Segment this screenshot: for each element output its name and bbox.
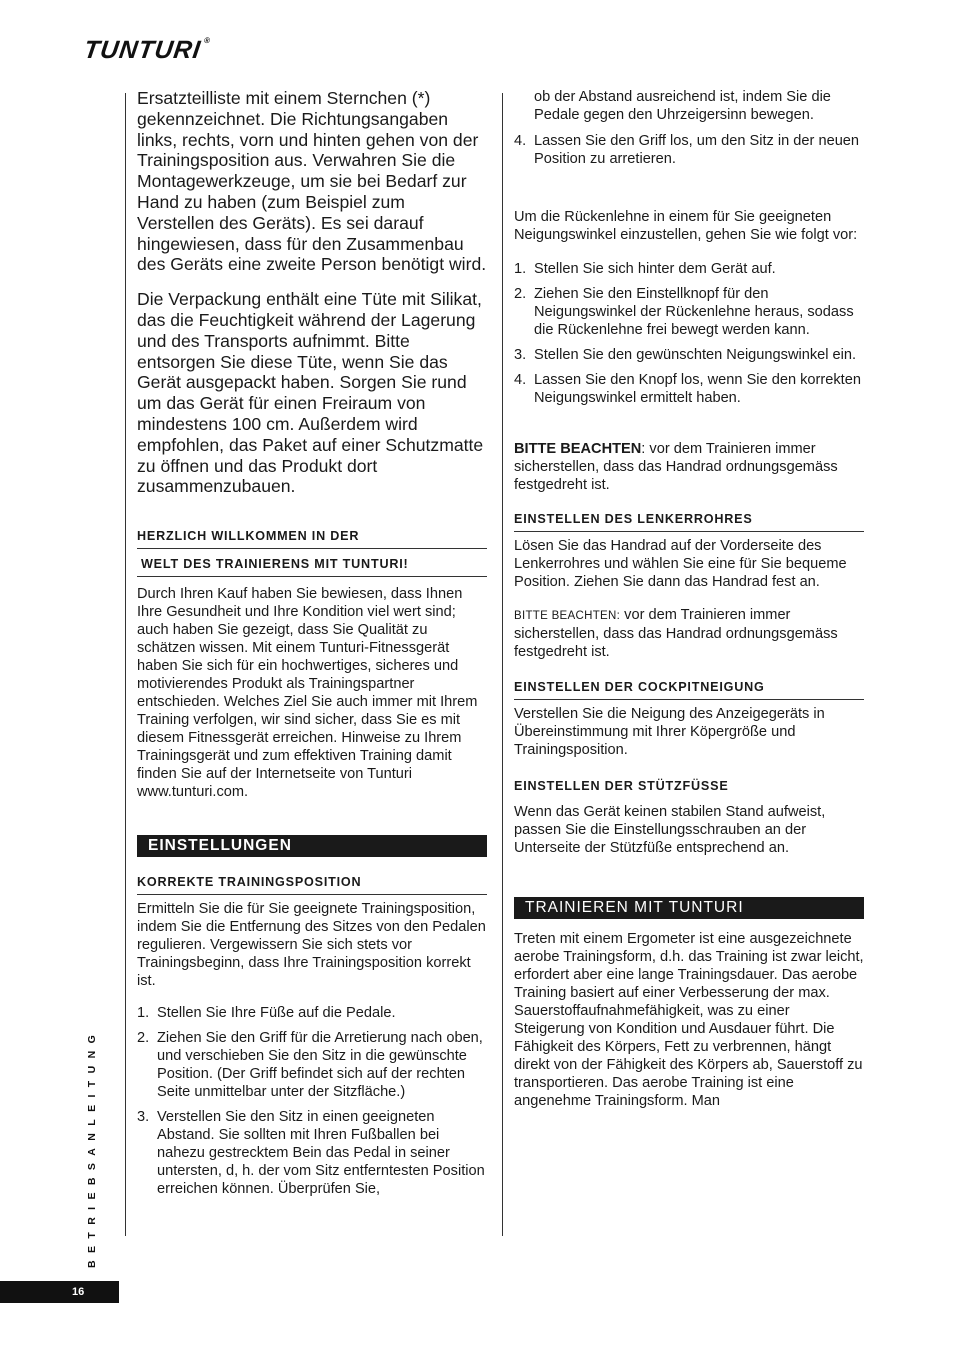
registered-mark: ® (203, 35, 212, 45)
training-section-band: TRAINIEREN MIT TUNTURI (514, 897, 864, 919)
intro-paragraph-1: Ersatzteilliste mit einem Sternchen (*) gekennzeichnet. Die Richtungsangaben links, rechts, vorn und hinten gehen von der Trainingsposition aus. Verwahren Sie die Montagewerkzeuge, um sie bei Bedarf zur Hand zu haben (zum Beispiel zum Verstellen des Geräts). Es sei darauf hingewiesen, dass für den Zusammenbau des Geräts eine zweite Person benötigt wird. (137, 88, 487, 275)
step-continuation-text: ob der Abstand ausreichend ist, indem Sie die Pedale gegen den Uhrzeigersinn bewegen. (534, 89, 831, 123)
step-number: 3. (514, 347, 527, 363)
list-item (514, 285, 864, 339)
cockpit-text: Verstellen Sie die Neigung des Anzeigegeräts in Übereinstimmung mit Ihrer Köpergröße und Trainingsposition. (514, 706, 825, 758)
step-text: Lassen Sie den Griff los, um den Sitz in der neuen Position zu arretieren. (534, 133, 860, 167)
welcome-heading-2: WELT DES TRAINIERENS MIT TUNTURI! (137, 557, 487, 577)
note-1 (514, 440, 864, 494)
cockpit-heading: EINSTELLEN DER COCKPITNEIGUNG (514, 680, 864, 700)
handlebar-text: Lösen Sie das Handrad auf der Vorderseite des Lenkerrohres und wählen Sie eine für Sie bequeme Position. Ziehen Sie dann das Handrad fest an. (514, 538, 847, 590)
note-1-label: BITTE BEACHTEN (514, 441, 642, 457)
step-number: 4. (514, 133, 527, 149)
backrest-steps (514, 260, 864, 407)
feet-heading: EINSTELLEN DER STÜTZFÜSSE (514, 779, 729, 793)
backrest-intro: Um die Rückenlehne in einem für Sie geeigneten Neigungswinkel einzustellen, gehen Sie wie folgt vor: (514, 209, 858, 243)
position-steps-continued (514, 88, 864, 168)
page-number-box (0, 1281, 119, 1303)
list-item (514, 132, 864, 168)
position-steps (137, 1004, 487, 1198)
step-text: Lassen Sie den Knopf los, wenn Sie den korrekten Neigungswinkel ermittelt haben. (534, 372, 861, 406)
step-number: 2. (137, 1030, 150, 1047)
step-text: Stellen Sie sich hinter dem Gerät auf. (534, 261, 776, 277)
welcome-text: Durch Ihren Kauf haben Sie bewiesen, dass Ihnen Ihre Gesundheit und Ihre Kondition viel wert sind; auch haben Sie gezeigt, dass Sie Qualität zu schätzen wissen. Mit einem Tunturi-Fitnessgerät haben Sie sich für ein hochwertiges, sicheres und motivierendes Produkt als Trainingspartner entschieden. Welches Ziel Sie auch immer mit Ihrem Training verfolgen, wir sind sicher, dass Sie es mit diesem Fitnessgerät erreichen. Hinweise zu Ihrem Trainingsgerät und zum effektiven Training damit finden Sie auf der Internetseite von Tunturi www.tunturi.com. (137, 586, 478, 801)
feet-text: Wenn das Gerät keinen stabilen Stand aufweist, passen Sie die Einstellungsschrauben an der Unterseite der Stützfüße entsprechend an. (514, 804, 826, 856)
brand-logo (82, 36, 212, 65)
step-text: Stellen Sie den gewünschten Neigungswinkel ein. (534, 347, 857, 363)
step-number: 3. (137, 1109, 150, 1126)
list-item (137, 1029, 487, 1101)
list-item (514, 346, 864, 364)
side-label: BETRIEBSANLEITUNG (86, 1027, 98, 1268)
step-text: Ziehen Sie den Griff für die Arretierung nach oben, und verschieben Sie den Sitz in die gewünschte Position. (Der Griff befindet sich auf der rechten Seite unmittelbar unter der Sitzfläche.) (157, 1030, 483, 1101)
settings-section-band: EINSTELLUNGEN (137, 835, 487, 857)
center-column-rule (502, 93, 503, 1236)
note-1-text: : vor dem Trainieren immer sicherstellen, dass das Handrad ordnungsgemäss festgedreht ist. (514, 441, 838, 493)
step-text: Stellen Sie Ihre Füße auf die Pedale. (157, 1005, 396, 1022)
position-text: Ermitteln Sie die für Sie geeignete Trainingsposition, indem Sie die Entfernung des Sitzes von den Pedalen regulieren. Vergewissern Sie sich stets vor Trainingsbeginn, dass Ihre Trainingsposition korrekt ist. (137, 901, 486, 990)
step-number: 4. (514, 372, 527, 388)
list-item (514, 371, 864, 407)
left-column (137, 88, 487, 1198)
step-number: 2. (514, 286, 527, 302)
page-number: 16 (72, 1286, 85, 1298)
note-2-text: vor dem Trainieren immer sicherstellen, dass das Handrad ordnungsgemäss festgedreht ist. (514, 607, 838, 660)
step-text: Verstellen Sie den Sitz in einen geeigneten Abstand. Sie sollten mit Ihren Fußballen bei nahezu gestrecktem Bein das Pedal in seiner untersten, d, h. der vom Sitz entferntesten Position erreichen können. Überprüfen Sie, (157, 1109, 485, 1198)
intro-paragraph-2: Die Verpackung enthält eine Tüte mit Silikat, das die Feuchtigkeit während der Lagerung und des Transports aufnimmt. Bitte entsorgen Sie diese Tüte, wenn Sie das Gerät ausgepackt haben. Sorgen Sie rund um das Gerät für einen Freiraum von mindestens 100 cm. Außerdem wird empfohlen, das Paket auf einer Schutzmatte zu öffnen und das Produkt dort zusammenzubauen. (137, 289, 484, 497)
welcome-heading-1: HERZLICH WILLKOMMEN IN DER (137, 529, 487, 549)
list-item (514, 260, 864, 278)
note-2-label: BITTE BEACHTEN: (514, 610, 621, 622)
step-number: 1. (137, 1005, 150, 1022)
list-item (137, 1108, 487, 1198)
step-number: 1. (514, 261, 527, 277)
handlebar-heading: EINSTELLEN DES LENKERROHRES (514, 512, 864, 532)
training-text: Treten mit einem Ergometer ist eine ausgezeichnete aerobe Trainingsform, d.h. das Training ist zwar leicht, erfordert aber eine lange Trainingsdauer. Das aerobe Training basiert auf einer Verbesserung der max. Sauerstoffaufnahmefähigkeit, was zu einer Steigerung von Kondition und Ausdauer führt. Die Fähigkeit des Körpers, Fett zu verbrennen, hängt direkt von der Fähigkeit des Körpers ab, Sauerstoff zu transportieren. Das aerobe Training ist eine angenehme Trainingsform. Man (514, 931, 864, 1109)
list-item (514, 88, 864, 124)
brand-name: TUNTURI (82, 36, 203, 64)
note-2 (514, 606, 864, 661)
left-column-rule (125, 93, 126, 1236)
position-heading: KORREKTE TRAININGSPOSITION (137, 875, 487, 895)
right-column (514, 88, 864, 1110)
step-text: Ziehen Sie den Einstellknopf für den Neigungswinkel der Rückenlehne heraus, sodass die Rückenlehne frei bewegt werden kann. (534, 286, 854, 338)
list-item (137, 1004, 487, 1022)
